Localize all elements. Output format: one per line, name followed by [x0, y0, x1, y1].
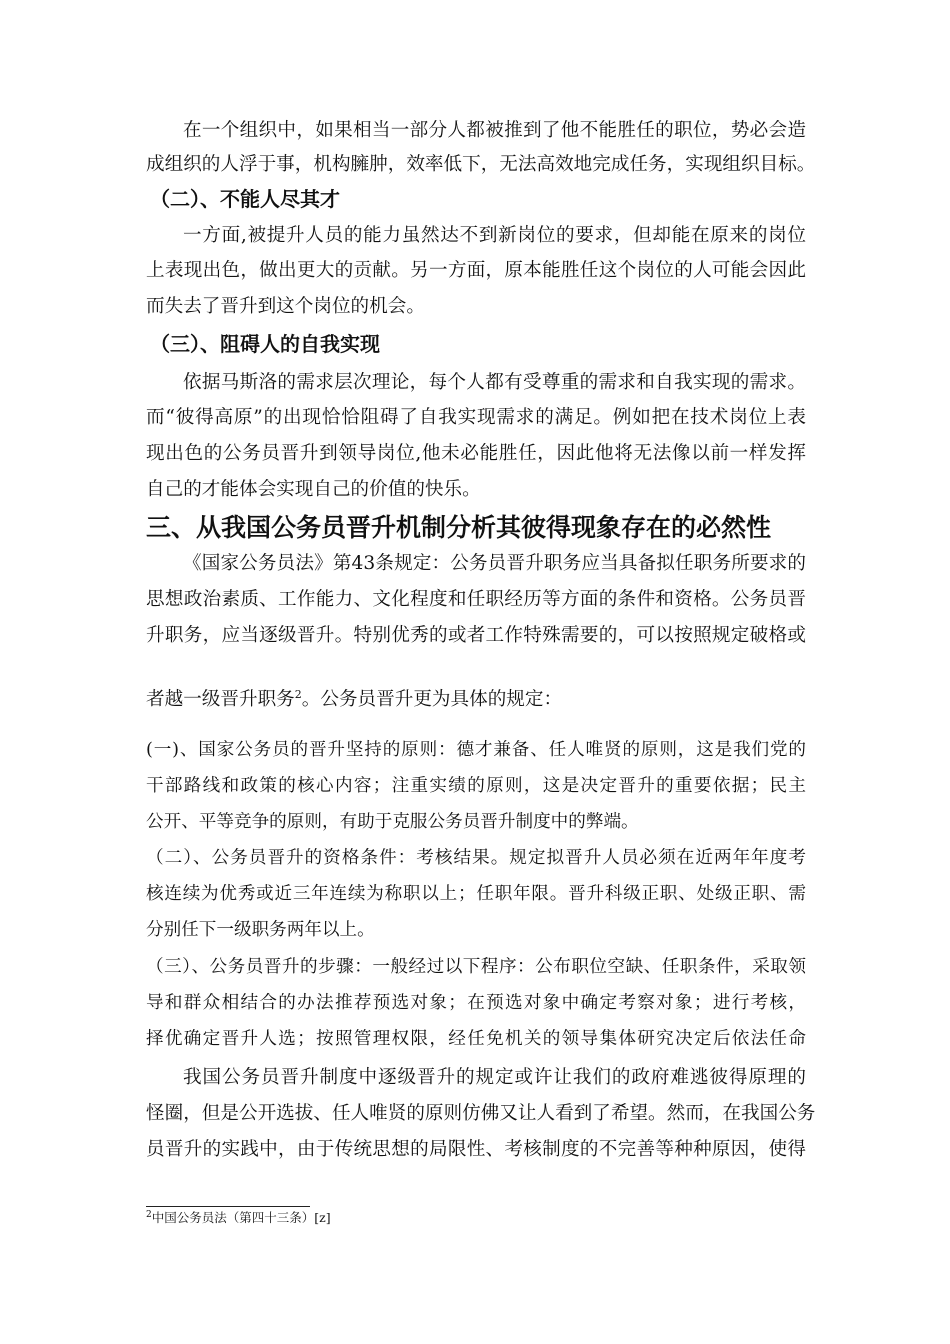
- paragraph-line: [146, 688, 806, 712]
- paragraph-line: 升职务，应当逐级晋升。特别优秀的或者工作特殊需要的，可以按照规定破格或: [146, 625, 806, 646]
- paragraph-line: 上表现出色，做出更大的贡献。另一方面，原本能胜任这个岗位的人可能会因此: [146, 260, 806, 281]
- list-item-line: 公开、平等竞争的原则，有助于克服公务员晋升制度中的弊端。: [146, 812, 639, 832]
- paragraph-line: 《国家公务员法》第43条规定：公务员晋升职务应当具备拟任职务所要求的: [183, 553, 806, 574]
- footnote-reference: 2: [294, 687, 302, 701]
- chapter-heading: 三、从我国公务员晋升机制分析其彼得现象存在的必然性: [146, 513, 772, 542]
- paragraph-line: 而“彼得高原”的出现恰恰阻碍了自我实现需求的满足。例如把在技术岗位上表: [146, 407, 806, 428]
- paragraph-text: 者越一级晋升职务: [146, 689, 295, 710]
- paragraph-line: 员晋升的实践中，由于传统思想的局限性、考核制度的不完善等种种原因，使得: [146, 1139, 806, 1160]
- list-item-line: （二）、公务员晋升的资格条件：考核结果。规定拟晋升人员必须在近两年年度考: [146, 848, 806, 868]
- footnote-text: 中国公务员法（第四十三条）[z]: [151, 1210, 331, 1225]
- list-item-line: (一)、国家公务员的晋升坚持的原则：德才兼备、任人唯贤的原则，这是我们党的: [146, 740, 806, 760]
- paragraph-text: 。公务员晋升更为具体的规定：: [301, 689, 563, 710]
- section-heading: （二）、不能人尽其才: [150, 187, 340, 211]
- section-heading: （三）、阻碍人的自我实现: [150, 332, 380, 356]
- paragraph-line: 现出色的公务员晋升到领导岗位,他未必能胜任，因此他将无法像以前一样发挥: [146, 443, 806, 464]
- list-item-line: （三）、公务员晋升的步骤：一般经过以下程序：公布职位空缺、任职条件，采取领: [146, 957, 806, 977]
- paragraph-line: 思想政治素质、工作能力、文化程度和任职经历等方面的条件和资格。公务员晋: [146, 589, 806, 610]
- list-item-line: 分别任下一级职务两年以上。: [146, 920, 375, 940]
- paragraph-line: 依据马斯洛的需求层次理论，每个人都有受尊重的需求和自我实现的需求。: [183, 372, 806, 393]
- list-item-line: 核连续为优秀或近三年连续为称职以上；任职年限。晋升科级正职、处级正职、需: [146, 884, 806, 904]
- list-item-line: 干部路线和政策的核心内容；注重实绩的原则，这是决定晋升的重要依据；民主: [146, 776, 806, 796]
- paragraph-line: 成组织的人浮于事，机构臃肿，效率低下，无法高效地完成任务，实现组织目标。: [146, 154, 816, 175]
- paragraph-line: 怪圈，但是公开选拔、任人唯贤的原则仿佛又让人看到了希望。然而，在我国公务: [146, 1103, 816, 1124]
- paragraph-line: 一方面,被提升人员的能力虽然达不到新岗位的要求，但却能在原来的岗位: [183, 225, 806, 246]
- paragraph-line: 自己的才能体会实现自己的价值的快乐。: [146, 479, 481, 500]
- paragraph-line: 我国公务员晋升制度中逐级晋升的规定或许让我们的政府难逃彼得原理的: [183, 1067, 806, 1088]
- footnote-number: 2: [146, 1209, 152, 1220]
- paragraph-line: 而失去了晋升到这个岗位的机会。: [146, 296, 425, 317]
- list-item-line: 择优确定晋升人选；按照管理权限，经任免机关的领导集体研究决定后依法任命: [146, 1029, 806, 1049]
- footnote-separator: [146, 1206, 310, 1207]
- list-item-line: 导和群众相结合的办法推荐预选对象；在预选对象中确定考察对象；进行考核，: [146, 993, 806, 1013]
- footnote: [146, 1210, 331, 1226]
- paragraph-line: 在一个组织中，如果相当一部分人都被推到了他不能胜任的职位，势必会造: [183, 120, 806, 141]
